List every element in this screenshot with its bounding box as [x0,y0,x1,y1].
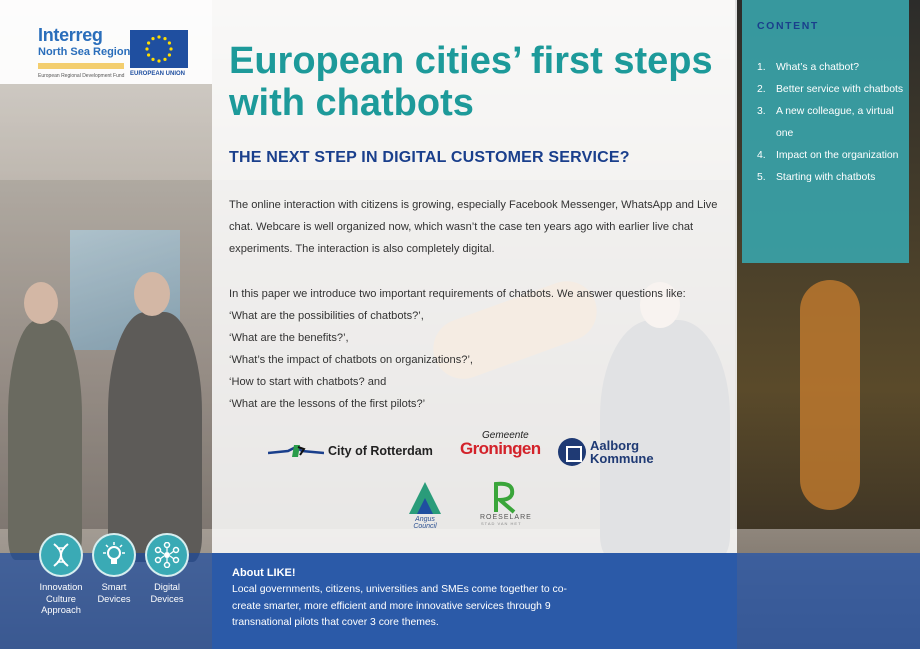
interreg-fund-text: European Regional Development Fund [38,73,125,79]
aalborg-logo [558,436,668,468]
rotterdam-logo [268,437,448,465]
eu-stars-icon [130,30,188,68]
content-item-label: Better service with chatbots [776,84,904,95]
content-item-number: 3. [757,106,766,117]
content-item-label: Impact on the organization [776,150,899,161]
groningen-top: Gemeente [482,430,529,441]
content-item-number: 1. [757,62,766,73]
question-item: ‘What are the lessons of the first pilots?’ [229,398,426,410]
question-item: ‘What are the benefits?’, [229,332,349,344]
background-robot-arm [800,280,860,510]
lightbulb-icon [92,533,136,577]
dna-glyph [48,542,74,568]
network-glyph [154,542,180,568]
content-item[interactable] [757,79,905,101]
content-item[interactable] [757,145,905,167]
theme-label: Innovation Culture Approach [39,582,83,615]
content-list [757,57,905,189]
groningen-main: Groningen [460,439,541,458]
about-title: About LIKE! [232,567,296,579]
theme-smart-devices [90,533,138,605]
theme-label: Digital Devices [150,582,184,604]
angus-name-1: Angus [415,516,435,523]
page-title: European cities’ first steps with chatbots [229,40,713,124]
eu-label: EUROPEAN UNION [130,71,186,77]
content-item-number: 4. [757,150,766,161]
roeselare-logo [474,480,536,534]
angus-logo [395,480,455,532]
interreg-stripe [38,63,124,69]
theme-label: Smart Devices [97,582,131,604]
questions-lead: In this paper we introduce two important requirements of chatbots. We answer questions like: [229,288,686,300]
page-subtitle: THE NEXT STEP IN DIGITAL CUSTOMER SERVICE? [229,149,630,166]
content-item[interactable] [757,101,905,145]
content-item-label: What’s a chatbot? [776,62,859,73]
content-item[interactable] [757,167,905,189]
roeselare-mark-icon [490,480,520,514]
aalborg-name-1: Aalborg [590,438,640,453]
content-item[interactable] [757,57,905,79]
intro-paragraph: The online interaction with citizens is growing, especially Facebook Messenger, WhatsApp and Live chat. Webcare is well organized now, which wasn’t the case ten years ago with earlier live chat experiments. The interaction is also completely digital. [229,199,718,255]
groningen-logo [460,430,544,470]
content-heading: CONTENT [757,20,819,32]
content-item-number: 5. [757,172,766,183]
aalborg-name [590,439,654,465]
content-item-number: 2. [757,84,766,95]
roeselare-sub: STAD VAN HET [481,521,522,526]
aalborg-name-2: Kommune [590,451,654,466]
rotterdam-mark-icon [268,441,324,461]
about-text: Local governments, citizens, universities and SMEs come together to co-create smarter, more efficient and more innovative services through 9 transnational pilots that cover 3 core themes. [232,584,567,628]
dna-icon [39,533,83,577]
questions-paragraph [229,283,719,415]
rotterdam-name: City of Rotterdam [328,444,433,458]
angus-name-2: Council [413,523,437,530]
content-item-label: A new colleague, a virtual one [776,106,894,139]
lightbulb-glyph [101,542,127,568]
theme-innovation [36,533,86,617]
roeselare-name: ROESELARE [480,514,532,521]
interreg-logo-text: Interreg [38,25,103,45]
theme-digital-devices [143,533,191,605]
interreg-region: North Sea Region [38,46,131,58]
question-item: ‘What are the possibilities of chatbots?’, [229,310,424,322]
eu-flag-icon [130,30,188,68]
footer-right-bar [737,553,920,649]
question-item: ‘How to start with chatbots? and [229,376,387,388]
network-icon [145,533,189,577]
angus-mark-icon [403,480,447,516]
aalborg-seal-icon [558,438,586,466]
question-item: ‘What’s the impact of chatbots on organizations?’, [229,354,473,366]
content-item-label: Starting with chatbots [776,172,876,183]
